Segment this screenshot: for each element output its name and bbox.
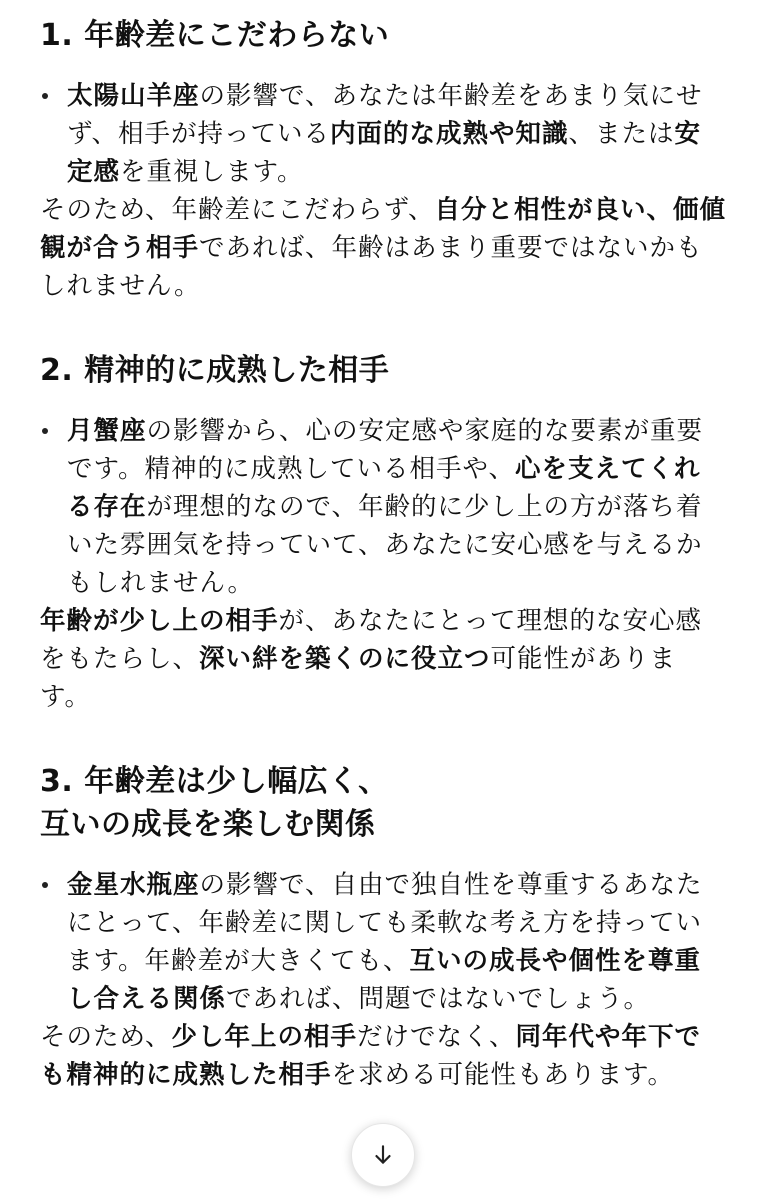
section-heading-3-line-2: 互いの成長を楽しむ関係 <box>40 807 376 842</box>
section-heading-3 <box>40 760 726 846</box>
bullet-dot-icon <box>42 93 48 99</box>
bold-text: 月蟹座 <box>67 416 147 446</box>
section-heading-2: 2. 精神的に成熟した相手 <box>40 353 390 388</box>
text-run: の影響から、心の安定感や家庭的な要素が重要です。精神的に成熟している相手や、 <box>67 416 704 484</box>
bullet-dot-icon <box>42 882 48 888</box>
section-2-bullet <box>40 412 726 602</box>
text-run: の影響で、自由で独自性を尊重するあなたにとって、年齢差に関しても柔軟な考え方を持っています。年齢差が大きくても、 <box>67 870 703 976</box>
section-1-list <box>40 77 726 191</box>
bold-text: 少し年上の相手 <box>171 1022 357 1052</box>
section-heading-3-line-1: 3. 年齢差は少し幅広く、 <box>40 764 389 799</box>
section-1-paragraph <box>40 191 726 305</box>
bullet-dot-icon <box>42 428 48 434</box>
text-run: そのため、 <box>40 1022 172 1052</box>
text-run: を重視します。 <box>120 157 304 187</box>
bold-text: 年齢が少し上の相手 <box>40 606 279 636</box>
section-2-list <box>40 412 726 602</box>
text-run: を求める可能性もあります。 <box>331 1060 674 1090</box>
text-run: そのため、年齢差にこだわらず、 <box>40 195 435 225</box>
bold-text: 深い絆を築くのに役立つ <box>199 644 491 674</box>
text-run: 可能性があります。 <box>40 644 677 712</box>
section-2-paragraph <box>40 602 726 716</box>
bold-text: 同年代や年下でも精神的に成熟した相手 <box>40 1022 702 1090</box>
section-3-bullet <box>40 866 726 1018</box>
bold-text: 互いの成長や個性を尊重し合える関係 <box>67 946 701 1014</box>
scroll-to-bottom-button[interactable] <box>351 1123 415 1187</box>
bold-text: 太陽山羊座 <box>67 81 200 111</box>
bold-text: 金星水瓶座 <box>67 870 200 900</box>
section-heading-1: 1. 年齢差にこだわらない <box>40 18 390 53</box>
text-run: であれば、年齢はあまり重要ではないかもしれません。 <box>40 233 703 301</box>
bold-text: 内面的な成熟や知識 <box>329 119 569 149</box>
bold-text: 自分と相性が良い、価値観が合う相手 <box>40 195 726 263</box>
bold-text: 心を支えてくれる存在 <box>67 454 701 522</box>
text-run: が理想的なので、年齢的に少し上の方が落ち着いた雰囲気を持っていて、あなたに安心感を与えるかもしれません。 <box>67 492 703 598</box>
section-3-paragraph <box>40 1018 726 1094</box>
bold-text: 安定感 <box>67 119 702 187</box>
section-1-bullet <box>40 77 726 191</box>
text-run: の影響で、あなたは年齢差をあまり気にせず、相手が持っている <box>67 81 703 149</box>
arrow-down-icon <box>370 1142 396 1168</box>
text-run: だけでなく、 <box>357 1022 516 1052</box>
bullet-text <box>67 416 703 598</box>
section-3-list <box>40 866 726 1018</box>
text-run: 、または <box>568 119 675 149</box>
bullet-text <box>67 870 703 1014</box>
bullet-text <box>67 81 703 187</box>
text-run: が、あなたにとって理想的な安心感をもたらし、 <box>40 606 703 674</box>
text-run: であれば、問題ではないでしょう。 <box>226 984 651 1014</box>
